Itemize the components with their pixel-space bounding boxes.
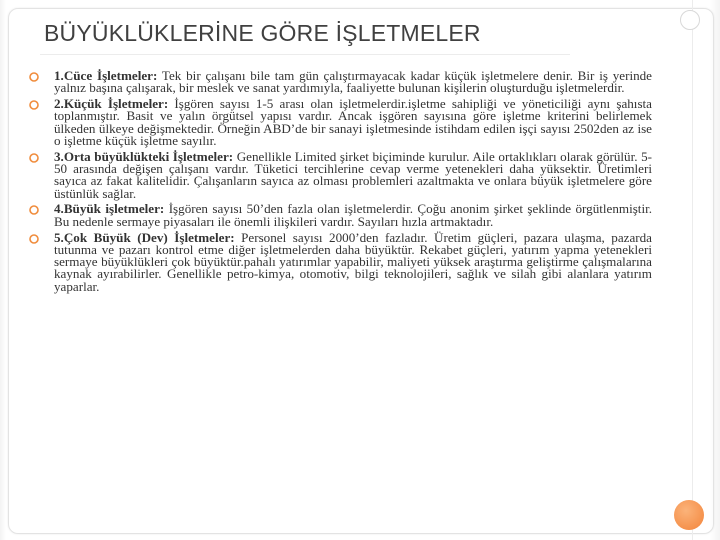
ring-bullet-icon [28,233,40,245]
orange-circle-decoration [674,500,704,530]
item-text: İşgören sayısı 1-5 arası olan işletmelerdir.işletme sahipliği ve yöneticiliği aynı şahısta toplanmıştır. Basit ve yalın örgütsel yapısı vardır. Ancak işgören sayısına göre işletme kriterini belirlemek ülkeden ülkeye değişmektedir. Örneğin ABD’de bir sanayi işletmesinde istihdam edilen işçi sayısı 2502den az ise o işletme küçük işletme sayılır. [54,96,652,148]
right-divider-line [692,0,693,540]
ring-bullet-icon [28,99,40,111]
bullet-list [28,70,652,297]
list-item [28,98,652,147]
ring-bullet-icon [28,152,40,164]
item-text: İşgören sayısı 50’den fazla olan işletmelerdir. Çoğu anonim şirket şeklinde örgütlenmiştir. Bu nedenle sermaye piyasaları ile önemli ilişkileri vardır. Sayıları hızla artmaktadır. [54,201,652,229]
corner-circle-decoration [680,10,700,30]
item-heading: 1.Cüce İşletmeler: [54,68,158,83]
item-text: Genellikle Limited şirket biçiminde kurulur. Aile ortaklıkları olarak görülür. 5-50 arasında değişen çalışanı vardır. Tüketici tercihlerine cevap verme yetenekleri daha yüksektir. Üretimleri sayıca az fakat kalitelidir. Çalışanların sayıca az olması problemleri azaltmakta ve onlara büyük işletmelere göre üstünlük sağlar. [54,148,652,201]
list-item [28,203,652,228]
item-text: Tek bir çalışanı bile tam gün çalıştırmayacak kadar küçük işletmelere denir. Bir iş yerinde yalnız başına çalışarak, bir meslek ve sanat yardımıyla, faaliyette bulunan kişilerin oluşturduğu işletmelerdir. [54,68,652,96]
slide-edge-left [0,0,6,540]
item-heading: 3.Orta büyüklükteki İşletmeler: [54,148,234,164]
item-heading: 4.Büyük işletmeler: [54,201,165,217]
item-text: Personel sayısı 2000’den fazladır. Üretim güçleri, pazara ulaşma, pazarda tutunma ve pazarı kontrol etme diğer işletmelerden daha büyüktür. Rekabet güçleri, yatırım yapma yetenekleri sermaye büyüklükleri çok büyüktür.pahalı yatırımlar yapabilir, maliyeti yüksek araştırma geliştirme çalışmalarına kaynak ayırabilirler. Genellikle petro-kimya, otomotiv, bilgi teknolojileri, sağlık ve silah gibi alanlara yatırım yaparlar. [54,229,652,294]
page-title: BÜYÜKLÜKLERİNE GÖRE İŞLETMELER [44,20,481,46]
title-divider [40,54,570,55]
list-item [28,229,652,294]
item-heading: 5.Çok Büyük (Dev) İşletmeler: [54,229,235,245]
ring-bullet-icon [28,204,40,216]
list-item [28,148,652,201]
list-item [28,70,652,95]
item-heading: 2.Küçük İşletmeler: [54,96,169,112]
ring-bullet-icon [28,71,40,83]
